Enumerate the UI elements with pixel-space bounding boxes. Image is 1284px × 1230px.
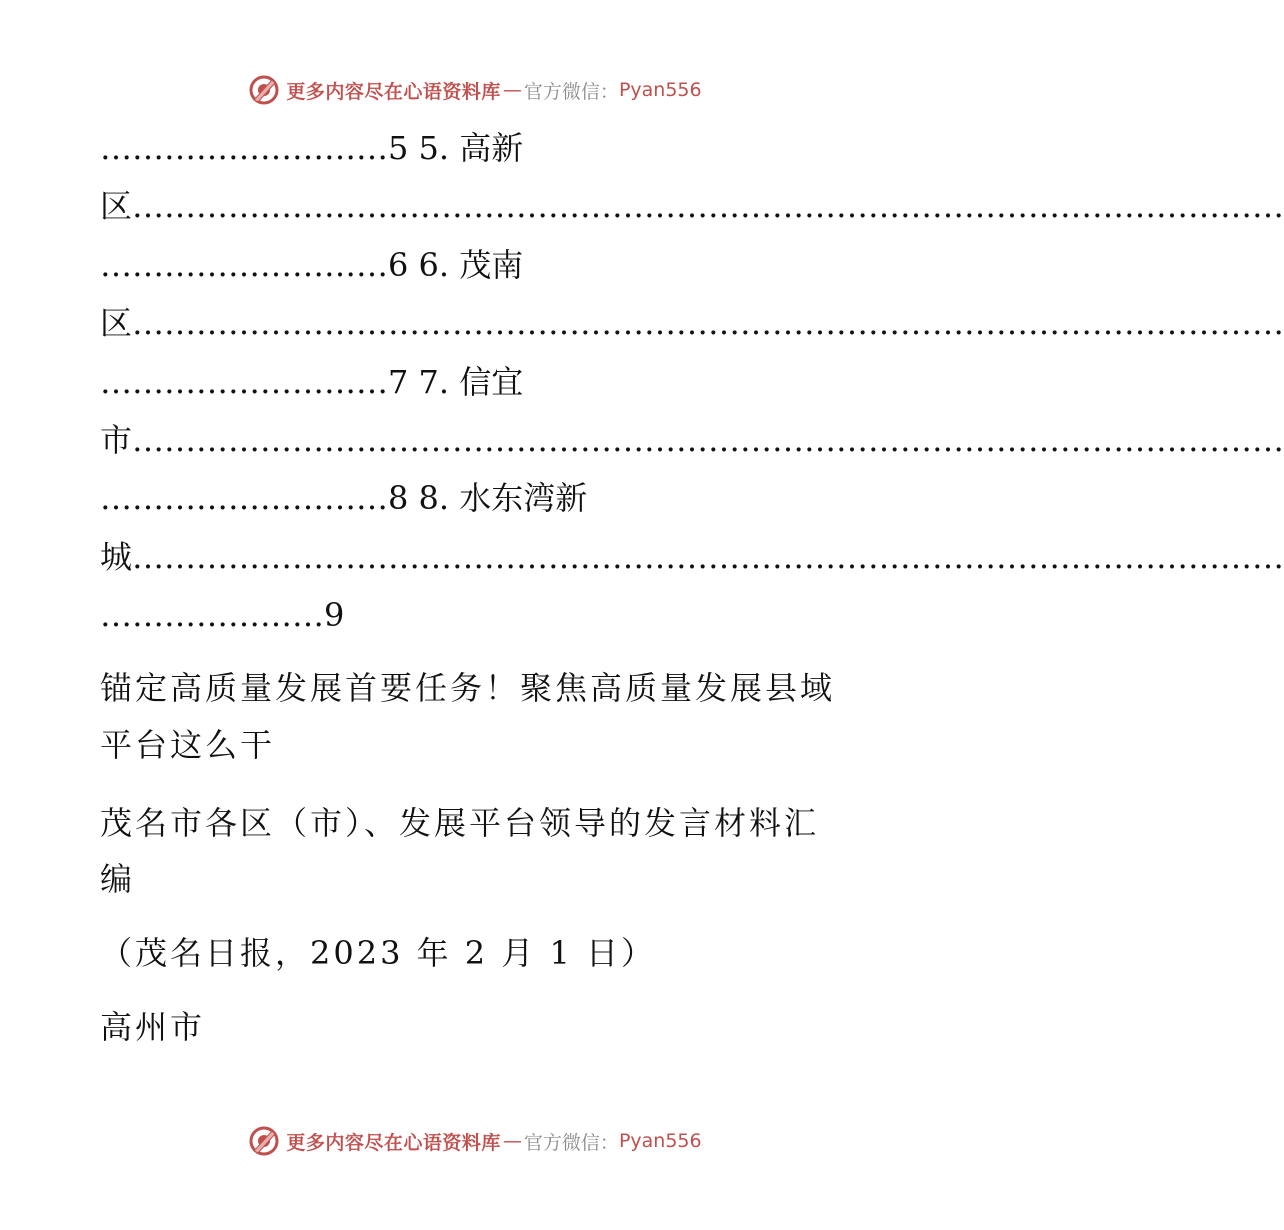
footer-separator: — xyxy=(502,1130,522,1152)
article-title-line: 平台这么干 xyxy=(100,726,276,764)
toc-line: 城……………………………………………………………………………………………… xyxy=(100,538,1284,576)
article-title-line: 锚定高质量发展首要任务！聚焦高质量发展县域 xyxy=(100,669,836,707)
footer-watermark xyxy=(0,1121,950,1161)
header-watermark xyxy=(0,70,950,110)
footer-brand-text: 更多内容尽在心语资料库 xyxy=(286,1131,501,1154)
footer-official-label: 官方微信： xyxy=(523,1131,619,1154)
toc-line: …………………9 xyxy=(100,596,345,634)
article-subtitle-line: 茂名市各区（市）、发展平台领导的发言材料汇 xyxy=(100,804,820,842)
toc-line: ………………………7 7. 信宜 xyxy=(100,363,524,401)
toc-line: 区……………………………………………………………………………………………… xyxy=(100,187,1284,225)
header-separator: — xyxy=(502,79,522,101)
article-subtitle-line: 编 xyxy=(100,860,136,898)
header-official-label: 官方微信： xyxy=(523,80,619,103)
article-source: （茂名日报，2023 年 2 月 1 日） xyxy=(100,934,657,972)
quill-logo-icon xyxy=(248,1125,280,1157)
toc-line: 区……………………………………………………………………………………………… xyxy=(100,304,1284,342)
footer-wechat-id: Pyan556 xyxy=(618,1130,702,1152)
toc-line: ………………………5 5. 高新 xyxy=(100,129,524,167)
toc-line: ………………………8 8. 水东湾新 xyxy=(100,479,588,517)
section-heading: 高州市 xyxy=(100,1008,206,1046)
toc-line: 市……………………………………………………………………………………………… xyxy=(100,421,1284,459)
header-brand-text: 更多内容尽在心语资料库 xyxy=(286,80,501,103)
quill-logo-icon xyxy=(248,74,280,106)
toc-line: ………………………6 6. 茂南 xyxy=(100,246,524,284)
header-wechat-id: Pyan556 xyxy=(618,79,702,101)
